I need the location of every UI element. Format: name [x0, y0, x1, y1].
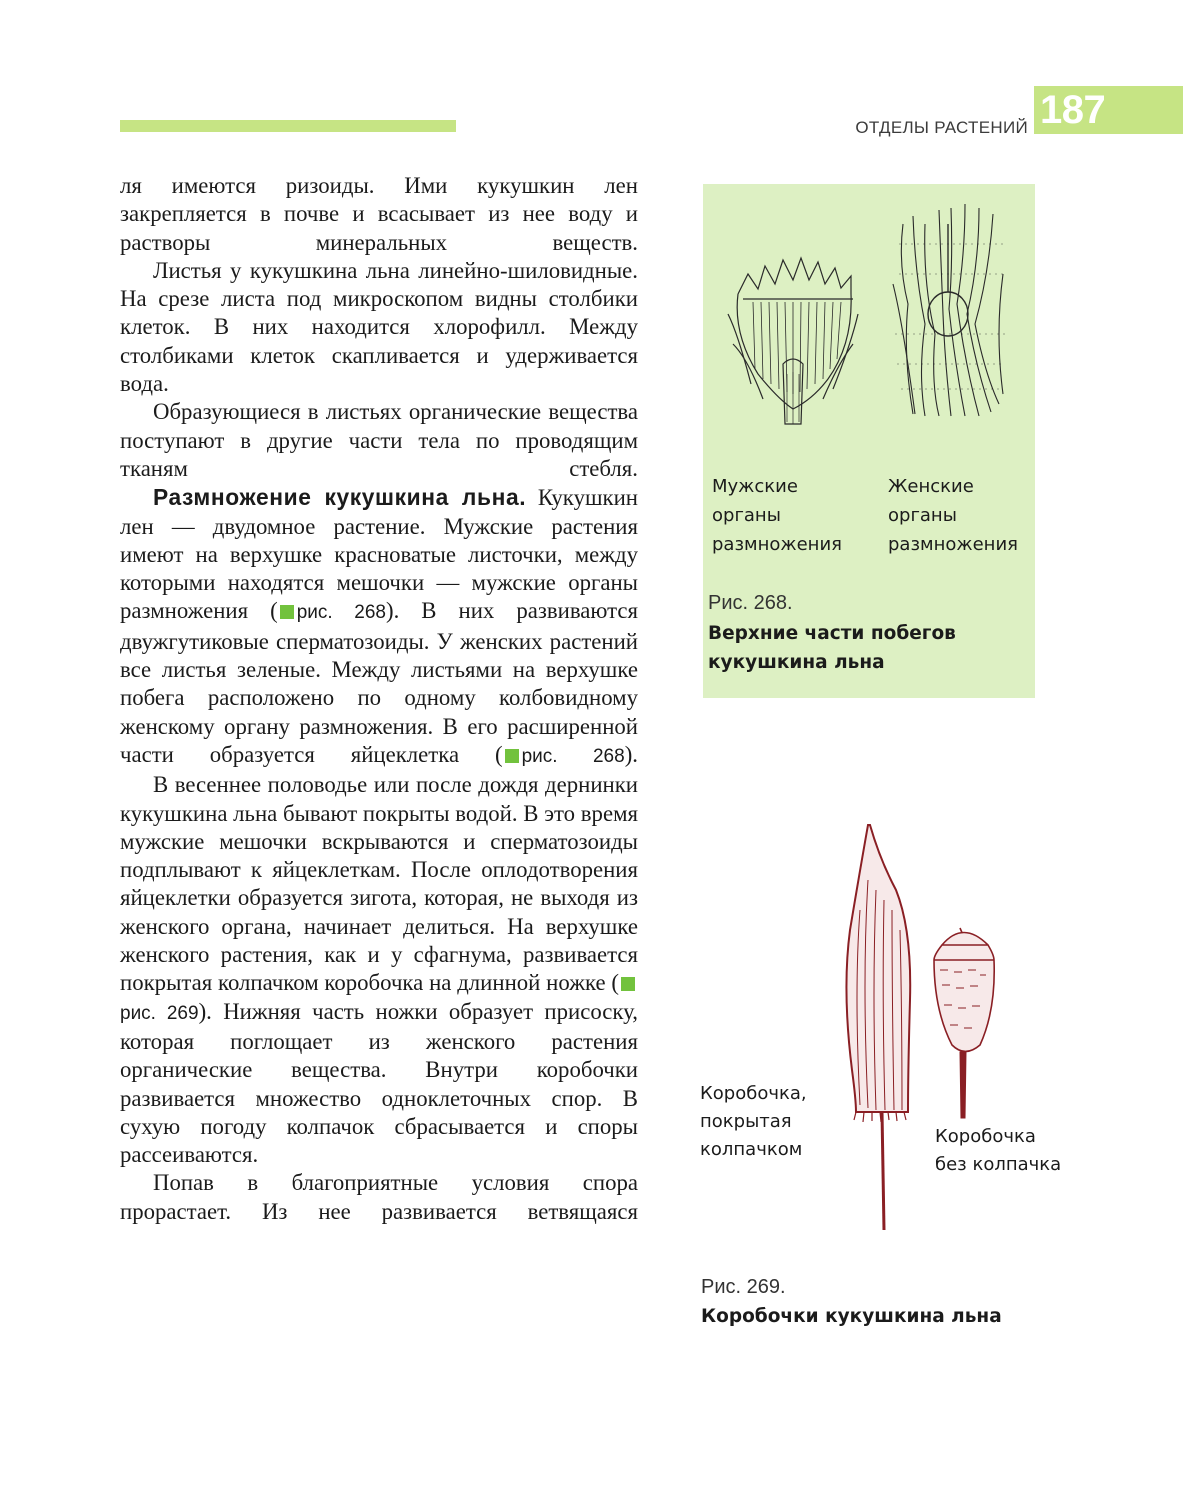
page-number: 187: [1040, 88, 1106, 132]
paragraph-4-text-c: ).: [624, 741, 638, 767]
figure-269-number: Рис. 269.: [701, 1276, 786, 1298]
figure-ref-269[interactable]: рис. 269: [120, 1002, 199, 1024]
paragraph-3: Образующиеся в листьях органические вещества поступают в другие части тела по проводящим тканям стебля.: [120, 399, 638, 481]
subheading-reproduction: Размножение кукушкина льна.: [153, 484, 527, 511]
figure-268-title: Верхние части побегов кукушкина льна: [708, 623, 956, 673]
label-female-organs: Женские органы размножения: [888, 476, 1018, 555]
paragraph-1: ля имеются ризоиды. Ими кукушкин лен закрепляется в почве и всасывает из нее воду и растворы минеральных веществ.: [120, 173, 638, 255]
figure-269-title: Коробочки кукушкина льна: [701, 1306, 1002, 1327]
paragraph-6: Попав в благоприятные условия спора прорастает. Из нее развивается ветвящаяся: [120, 1170, 638, 1224]
capsule-with-cap-illustration: [846, 825, 910, 1230]
figure-ref-bullet-icon: [280, 605, 294, 619]
label-capsule-without-cap: Коробочка без колпачка: [935, 1126, 1062, 1175]
male-organ-illustration: [728, 258, 858, 424]
paragraph-5-text-a: В весеннее половодье или после дождя дернинки кукушкина льна бывают покрыты водой. В это время мужские мешочки вскрываются и сперматозоиды подплывают к яйцеклеткам. После оплодотворения яйцеклетки образуется зигота, которая, не выходя из женского органа, начинает делиться. На верхушке женского растения, как и у сфагнума, развивается покрытая колпачком коробочка на длинной ножке (: [120, 772, 638, 996]
figure-268-panel: [703, 184, 1035, 698]
paragraph-4: [120, 483, 638, 771]
label-capsule-with-cap: Коробочка, покрытая колпачком: [700, 1083, 807, 1160]
moss-reproductive-organs-drawing: [703, 184, 1035, 444]
capsule-without-cap-illustration: [934, 928, 994, 1118]
section-title: ОТДЕЛЫ РАСТЕНИЙ: [855, 118, 1028, 137]
paragraph-4-text-b: ). В них развиваются двужгутиковые сперматозоиды. У женских растений все листья зеленые. Между листьями на верхушке побега расположено по одному колбовидному женскому органу размножения. В его расширенной части образуется яйцеклетка (: [120, 598, 638, 767]
figure-ref-bullet-icon: [621, 977, 635, 991]
figure-ref-268-a[interactable]: рис. 268: [296, 602, 386, 624]
figure-ref-268-b[interactable]: рис. 268: [521, 745, 625, 767]
figure-268-number: Рис. 268.: [708, 592, 793, 614]
female-organ-illustration: [893, 204, 1005, 416]
paragraph-5-text-b: ). Нижняя часть ножки образует присоску, которая поглощает из женского растения органические вещества. Внутри коробочки развивается множество одноклеточных спор. В сухую погоду колпачок сбрасывается и споры рассеиваются.: [120, 998, 638, 1168]
paragraph-2: Листья у кукушкина льна линейно-шиловидные. На срезе листа под микроскопом видны столбики клеток. В них находится хлорофилл. Между столбиками клеток скапливается и удерживается вода.: [120, 257, 638, 397]
figure-ref-bullet-icon: [505, 749, 519, 763]
page-number-box: [1034, 86, 1183, 134]
main-text-column: [120, 172, 638, 1226]
paragraph-5: [120, 771, 638, 1169]
paragraph-4-text-a: Кукушкин лен — двудомное растение. Мужские растения имеют на верхушке красноватые листочки, между которыми находятся мешочки — мужские органы размножения (: [120, 485, 638, 624]
label-male-organs: Мужские органы размножения: [712, 476, 842, 555]
header-accent-bar: [120, 120, 456, 132]
